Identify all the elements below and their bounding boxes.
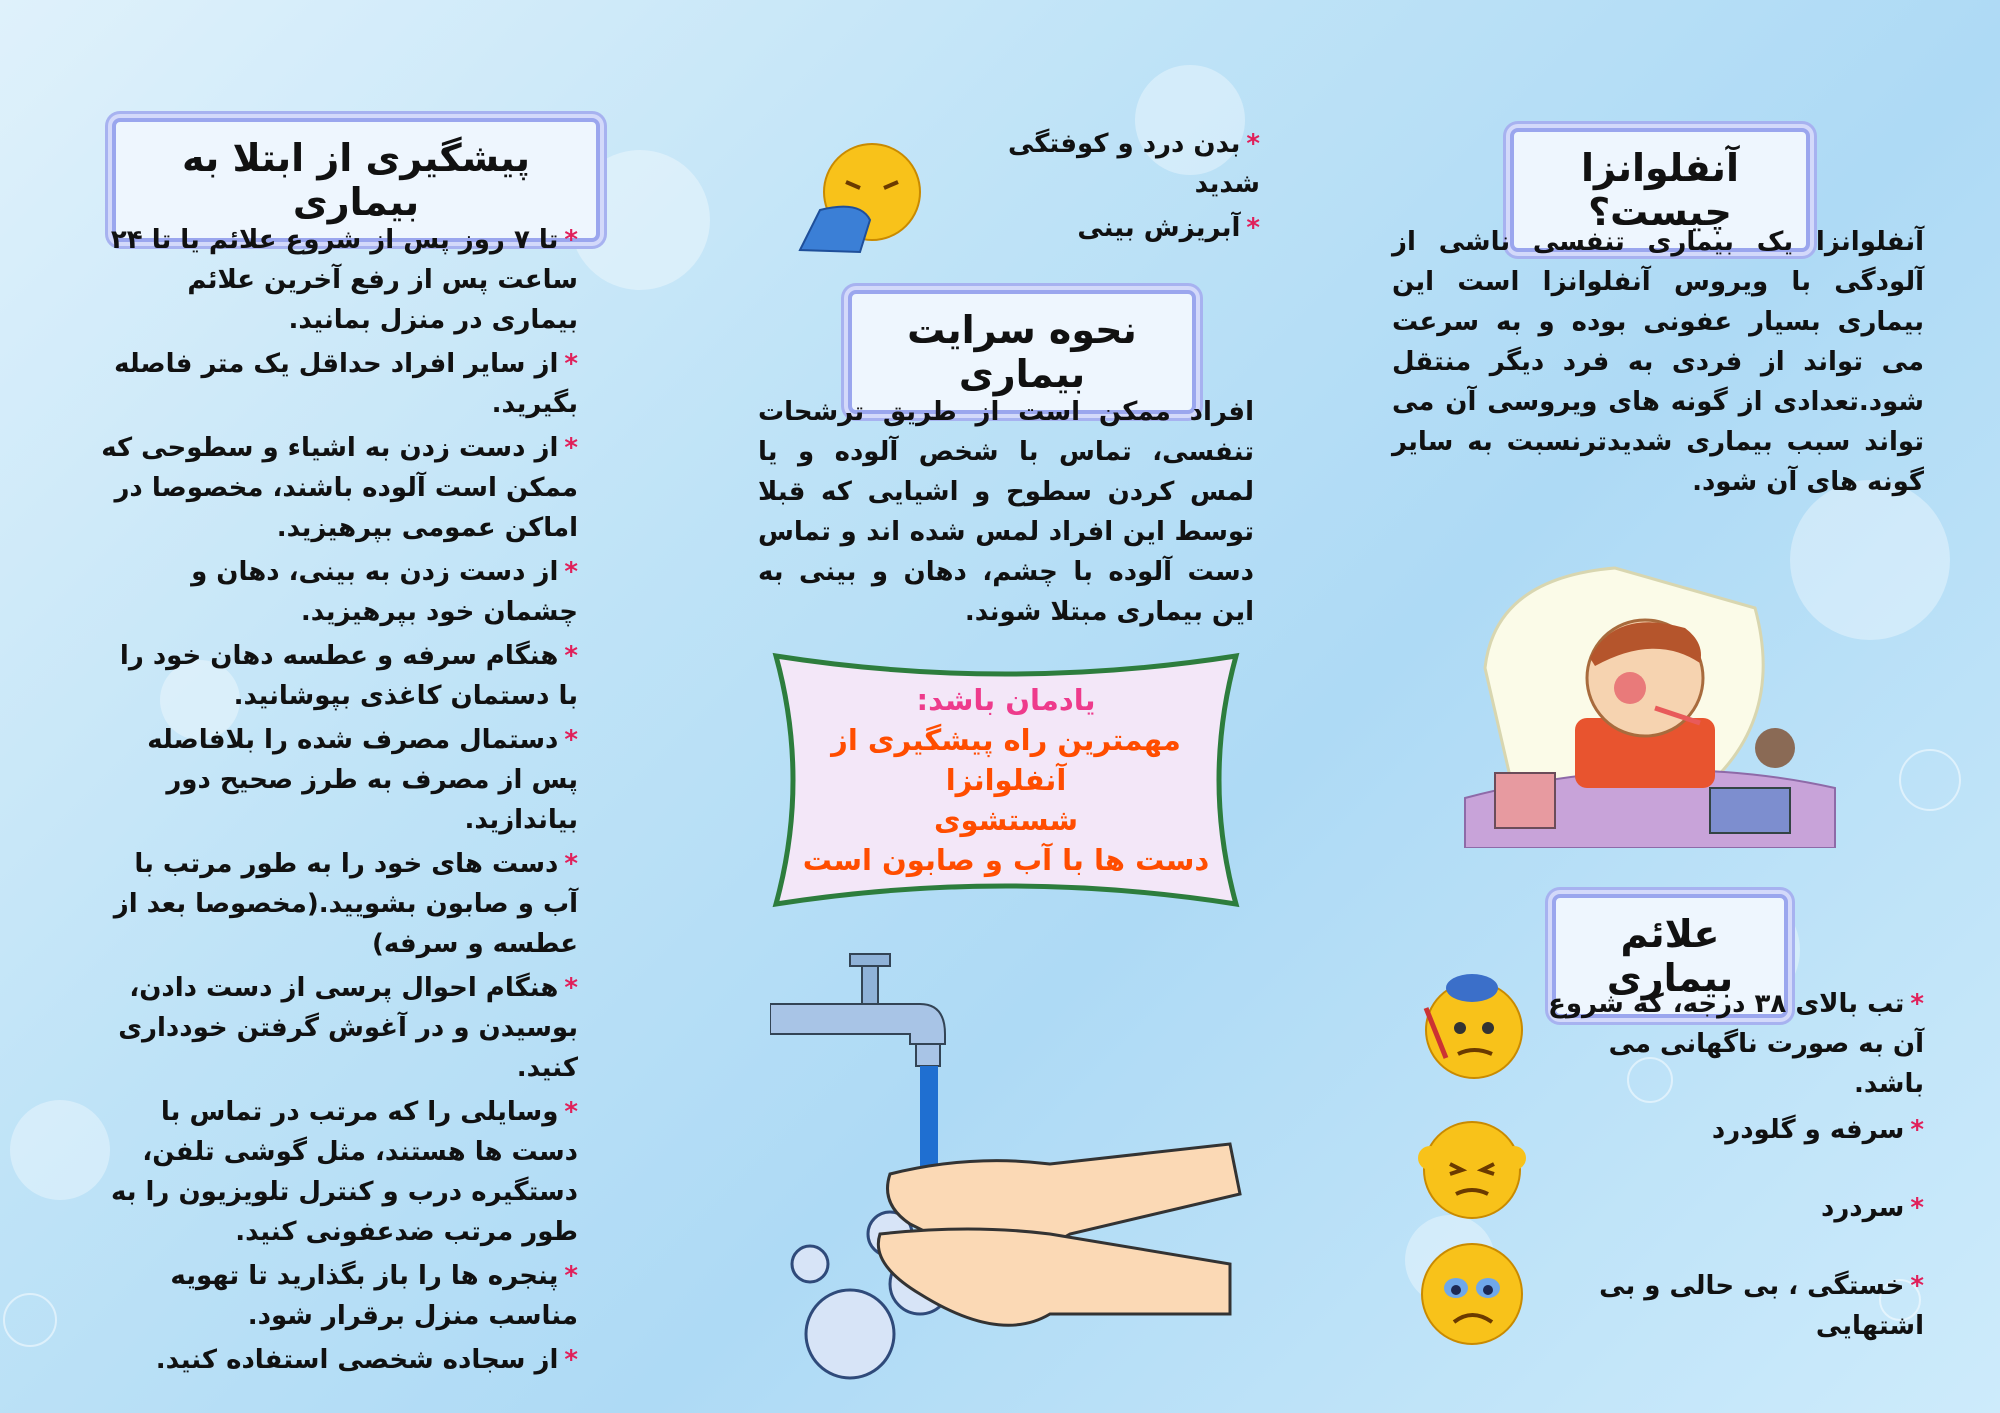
- bullet-icon: *: [1910, 989, 1924, 1019]
- symptom-item: *خستگی ، بی حالی و بی اشتهایی: [1599, 1271, 1924, 1341]
- bullet-icon: *: [564, 557, 578, 587]
- prevention-item: *دستمال مصرف شده را بلافاصله پس از مصرف به طرز صحیح دور بیاندازید.: [147, 725, 578, 835]
- symptoms-list-c: [1540, 1188, 1924, 1232]
- bullet-icon: *: [564, 973, 578, 1003]
- bullet-icon: *: [564, 1261, 578, 1291]
- bullet-icon: *: [1910, 1193, 1924, 1223]
- reminder-box: [772, 652, 1240, 908]
- bullet-icon: *: [564, 641, 578, 671]
- bullet-icon: *: [564, 725, 578, 755]
- symptom-item: *آبریزش بینی: [1077, 213, 1260, 243]
- reminder-heading: یادمان باشد:: [916, 683, 1096, 717]
- prevention-title: پیشگیری از ابتلا به بیماری: [112, 118, 600, 242]
- sore-throat-face-icon: [1412, 1108, 1530, 1226]
- prevention-section: [100, 220, 578, 1384]
- symptoms-list-a: [1540, 984, 1924, 1108]
- reminder-text: [772, 652, 1240, 908]
- flu-definition-paragraph: آنفلوانزا یک بیماری تنفسی ناشی از آلودگی با ویروس آنفلوانزا است این بیماری بسیار عفونی بوده و به سرعت می تواند از فردی به فرد دیگر منتقل شود.تعدادی از گونه های ویروسی آن می تواند سبب بیماری شدیدترنسبت به سایر گونه های آن شود.: [1392, 227, 1924, 497]
- bullet-icon: *: [564, 433, 578, 463]
- tired-face-icon: [1412, 1232, 1530, 1350]
- prevention-item: *از سجاده شخصی استفاده کنید.: [155, 1345, 578, 1375]
- handwashing-illustration: [770, 934, 1250, 1394]
- prevention-item: *هنگام احوال پرسی از دست دادن، بوسیدن و در آغوش گرفتن خودداری کنید.: [118, 973, 578, 1083]
- prevention-item: *تا ۷ روز پس از شروع علائم یا تا ۲۴ ساعت پس از رفع آخرین علائم بیماری در منزل بمانید.: [110, 225, 578, 335]
- prevention-item: *وسایلی را که مرتب در تماس با دست ها هستند، مثل گوشی تلفن، دستگیره درب و کنترل تلویزیون را به طور مرتب ضدعفونی کنید.: [110, 1097, 578, 1247]
- reminder-line-1: مهمترین راه پیشگیری از آنفلوانزا: [831, 723, 1181, 797]
- bullet-icon: *: [1910, 1271, 1924, 1301]
- prevention-item: *از سایر افراد حداقل یک متر فاصله بگیرید.: [114, 349, 578, 419]
- symptoms-list-d: [1520, 1266, 1924, 1350]
- sneezing-face-icon: [790, 140, 930, 260]
- prevention-item: *دست های خود را به طور مرتب با آب و صابون بشویید.(مخصوصا بعد از عطسه و سرفه): [113, 849, 578, 959]
- bullet-icon: *: [564, 1345, 578, 1375]
- flu-definition-section: [1392, 222, 1924, 502]
- fever-face-icon: [1412, 968, 1530, 1086]
- bullet-icon: *: [564, 225, 578, 255]
- symptoms-title: علائم بیماری: [1552, 894, 1788, 1018]
- symptom-item: *بدن درد و کوفتگی شدید: [1007, 129, 1260, 199]
- bullet-icon: *: [1246, 129, 1260, 159]
- bullet-icon: *: [1246, 213, 1260, 243]
- bullet-icon: *: [1910, 1115, 1924, 1145]
- extra-symptoms-list: [940, 124, 1260, 252]
- symptom-item: *سرفه و گلودرد: [1711, 1115, 1924, 1145]
- reminder-line-2: شستشوی: [933, 803, 1079, 837]
- symptoms-list-b: [1540, 1110, 1924, 1154]
- bullet-icon: *: [564, 1097, 578, 1127]
- symptom-item: *سردرد: [1820, 1193, 1924, 1223]
- transmission-section: [758, 392, 1254, 632]
- prevention-item: *از دست زدن به بینی، دهان و چشمان خود بپرهیزید.: [191, 557, 578, 627]
- symptom-item: *تب بالای ۳۸ درجه، که شروع آن به صورت ناگهانی می باشد.: [1548, 989, 1924, 1099]
- flu-definition-title: آنفلوانزا چیست؟: [1510, 128, 1810, 252]
- reminder-line-3: دست ها با آب و صابون است: [802, 843, 1210, 877]
- transmission-paragraph: افراد ممکن است از طریق ترشحات تنفسی، تماس با شخص آلوده و یا لمس کردن سطوح و اشیایی که قبلا توسط این افراد لمس شده اند و تماس دست آلوده با چشم، دهان و بینی به این بیماری مبتلا شوند.: [758, 397, 1254, 627]
- prevention-item: *پنجره ها را باز بگذارید تا تهویه مناسب منزل برقرار شود.: [170, 1261, 578, 1331]
- prevention-item: *هنگام سرفه و عطسه دهان خود را با دستمان کاغذی بپوشانید.: [119, 641, 578, 711]
- transmission-title: نحوه سرایت بیماری: [848, 290, 1196, 414]
- prevention-item: *از دست زدن به اشیاء و سطوحی که ممکن است آلوده باشند، مخصوصا در اماکن عمومی بپرهیزید.: [101, 433, 578, 543]
- bullet-icon: *: [564, 349, 578, 379]
- bullet-icon: *: [564, 849, 578, 879]
- sick-child-illustration: [1455, 548, 1845, 848]
